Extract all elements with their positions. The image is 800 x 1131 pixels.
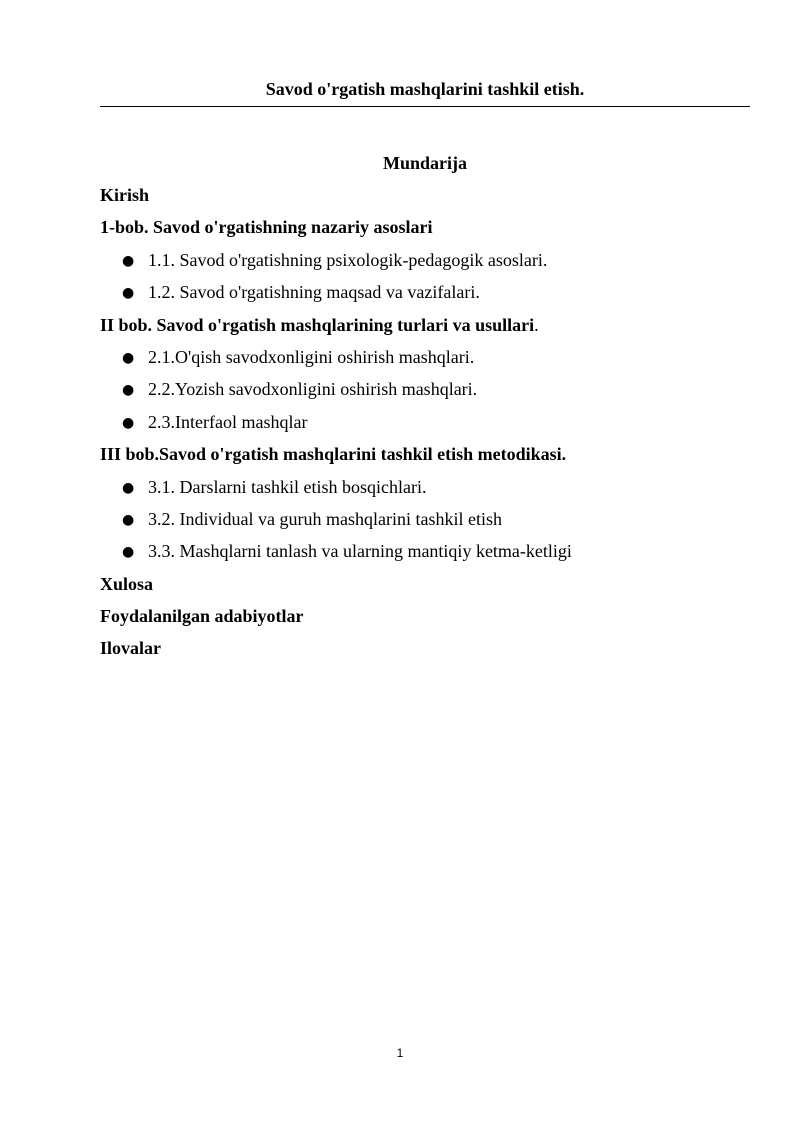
toc-intro: Kirish: [100, 185, 150, 205]
toc-item: [100, 246, 760, 278]
header-divider: [100, 106, 750, 107]
bullet-icon: ●: [122, 479, 135, 496]
toc-item: [100, 375, 760, 407]
toc-item-text: 2.3.Interfaol mashqlar: [148, 411, 308, 432]
toc-appendices: Ilovalar: [100, 638, 161, 659]
toc-item: [100, 343, 760, 375]
bullet-icon: ●: [122, 252, 135, 269]
bullet-icon: ●: [122, 285, 135, 302]
toc-item-text: 2.2.Yozish savodxonligini oshirish mashqlari.: [148, 379, 478, 400]
toc-item: [100, 505, 760, 537]
table-of-contents: [100, 181, 760, 667]
bullet-icon: ●: [122, 511, 135, 528]
bullet-icon: ●: [122, 349, 135, 366]
bullet-icon: ●: [122, 382, 135, 399]
toc-item-text: 1.2. Savod o'rgatishning maqsad va vazifalari.: [148, 282, 480, 303]
page-number: 1: [396, 1046, 404, 1060]
toc-item-text: 3.1. Darslarni tashkil etish bosqichlari.: [148, 476, 427, 497]
toc-chapter-2-trail: .: [534, 314, 539, 335]
page-header-title: Savod o'rgatish mashqlarini tashkil etish.: [265, 79, 585, 99]
toc-item-text: 3.3. Mashqlarni tanlash va ularning mantiqiy ketma-ketligi: [148, 541, 572, 562]
toc-item: [100, 278, 760, 310]
toc-item-text: 1.1. Savod o'rgatishning psixologik-pedagogik asoslari.: [148, 249, 548, 270]
toc-references: Foydalanilgan adabiyotlar: [100, 606, 304, 627]
toc-item-text: 3.2. Individual va guruh mashqlarini tashkil etish: [148, 508, 502, 529]
toc-item: [100, 473, 760, 505]
toc-item: [100, 537, 760, 569]
bullet-icon: ●: [122, 544, 135, 561]
toc-chapter-2: [100, 311, 760, 343]
toc-chapter-1: 1-bob. Savod o'rgatishning nazariy asoslari: [100, 217, 433, 238]
toc-conclusion: Xulosa: [100, 573, 154, 594]
toc-item: [100, 408, 760, 440]
toc-chapter-3: III bob.Savod o'rgatish mashqlarini tashkil etish metodikasi.: [100, 444, 567, 465]
toc-title: Mundarija: [382, 153, 467, 173]
toc-chapter-2-title: II bob. Savod o'rgatish mashqlarining turlari va usullari: [100, 314, 535, 335]
toc-item-text: 2.1.O'qish savodxonligini oshirish mashqlari.: [148, 346, 475, 367]
bullet-icon: ●: [122, 414, 135, 431]
